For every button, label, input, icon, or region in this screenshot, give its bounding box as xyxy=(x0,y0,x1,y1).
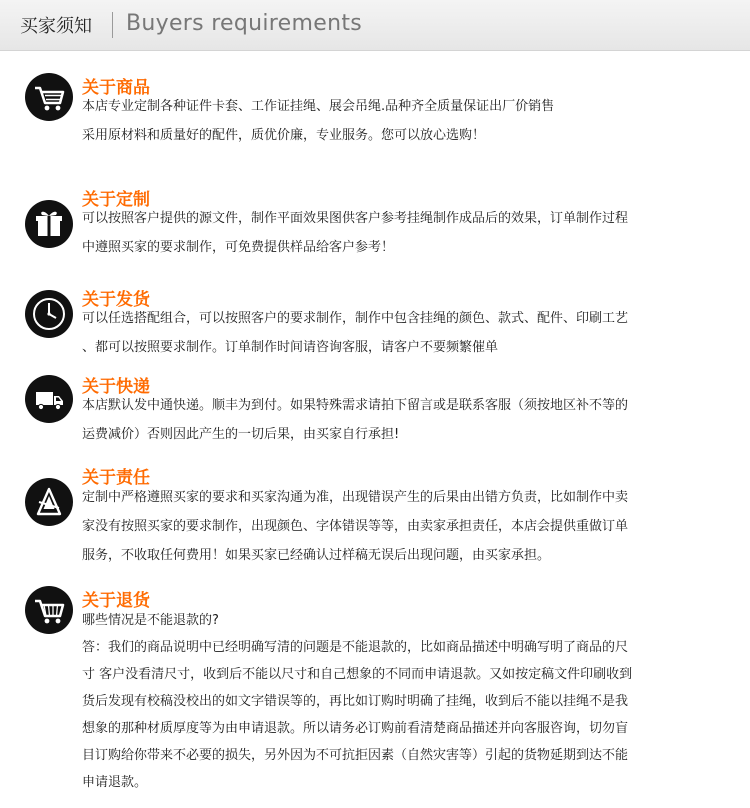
section-title: 关于定制 xyxy=(82,190,150,210)
text-line: 本店默认发中通快递。顺丰为到付。如果特殊需求请拍下留言或是联系客服（须按地区补不等的 xyxy=(82,398,629,413)
section-body xyxy=(82,204,734,262)
text-line: 服务，不收取任何费用！如果买家已经确认过样稿无误后出现问题，由买家承担。 xyxy=(82,548,551,563)
text-line: 目订购给你带来不必要的损失，另外因为不可抗拒因素（自然灾害等）引起的货物延期到达不能 xyxy=(82,748,629,763)
text-line: 申请退款。 xyxy=(82,775,148,790)
compass-ruler-icon xyxy=(25,478,73,526)
text-line: 运费减价）否则因此产生的一切后果，由买家自行承担! xyxy=(82,427,400,442)
text-line: 可以任选搭配组合，可以按照客户的要求制作，制作中包含挂绳的颜色、款式、配件、印刷工艺 xyxy=(82,311,629,326)
section-body xyxy=(82,607,734,796)
text-line: 哪些情况是不能退款的? xyxy=(82,613,219,628)
section-title: 关于发货 xyxy=(82,290,150,310)
text-line: 定制中严格遵照买家的要求和买家沟通为准，出现错误产生的后果由出错方负责，比如制作中卖 xyxy=(82,490,629,505)
text-line: 家没有按照买家的要求制作，出现颜色、字体错误等等，由卖家承担责任，本店会提供重做订单 xyxy=(82,519,629,534)
section-title: 关于商品 xyxy=(82,78,150,98)
text-line: 货后发现有校稿没校出的如文字错误等的，再比如订购时明确了挂绳，收到后不能以挂绳不是我 xyxy=(82,694,629,709)
clock-icon xyxy=(25,290,73,338)
text-line: 、都可以按照要求制作。订单制作时间请咨询客服，请客户不要频繁催单 xyxy=(82,340,499,355)
gift-icon xyxy=(25,200,73,248)
shopping-cart-return-icon xyxy=(25,586,73,634)
section-title: 关于退货 xyxy=(82,591,150,611)
header-title-en: Buyers requirements xyxy=(126,11,363,36)
text-line: 中遵照买家的要求制作，可免费提供样品给客户参考！ xyxy=(82,240,395,255)
text-line: 本店专业定制各种证件卡套、工作证挂绳、展会吊绳.品种齐全质量保证出厂价销售 xyxy=(82,99,555,114)
text-line: 想象的那种材质厚度等为由申请退款。所以请务必订购前看清楚商品描述并向客服咨询，切勿盲 xyxy=(82,721,629,736)
section-body xyxy=(82,391,734,449)
section-body xyxy=(82,304,734,362)
header-divider xyxy=(112,12,113,38)
text-line: 寸 客户没看清尺寸，收到后不能以尺寸和自己想象的不同而申请退款。又如按定稿文件印刷收到 xyxy=(82,667,633,682)
section-title: 关于责任 xyxy=(82,468,150,488)
text-line: 可以按照客户提供的源文件，制作平面效果图供客户参考挂绳制作成品后的效果，订单制作过程 xyxy=(82,211,629,226)
section-body xyxy=(82,483,734,570)
page-header xyxy=(0,0,750,51)
section-title: 关于快递 xyxy=(82,377,150,397)
text-line: 答：我们的商品说明中已经明确写清的问题是不能退款的，比如商品描述中明确写明了商品的尺 xyxy=(82,640,629,655)
shopping-cart-icon xyxy=(25,73,73,121)
section-body xyxy=(82,92,734,150)
text-line: 采用原材料和质量好的配件，质优价廉，专业服务。您可以放心选购！ xyxy=(82,128,486,143)
delivery-truck-icon xyxy=(25,375,73,423)
header-title-cn: 买家须知 xyxy=(20,16,92,37)
